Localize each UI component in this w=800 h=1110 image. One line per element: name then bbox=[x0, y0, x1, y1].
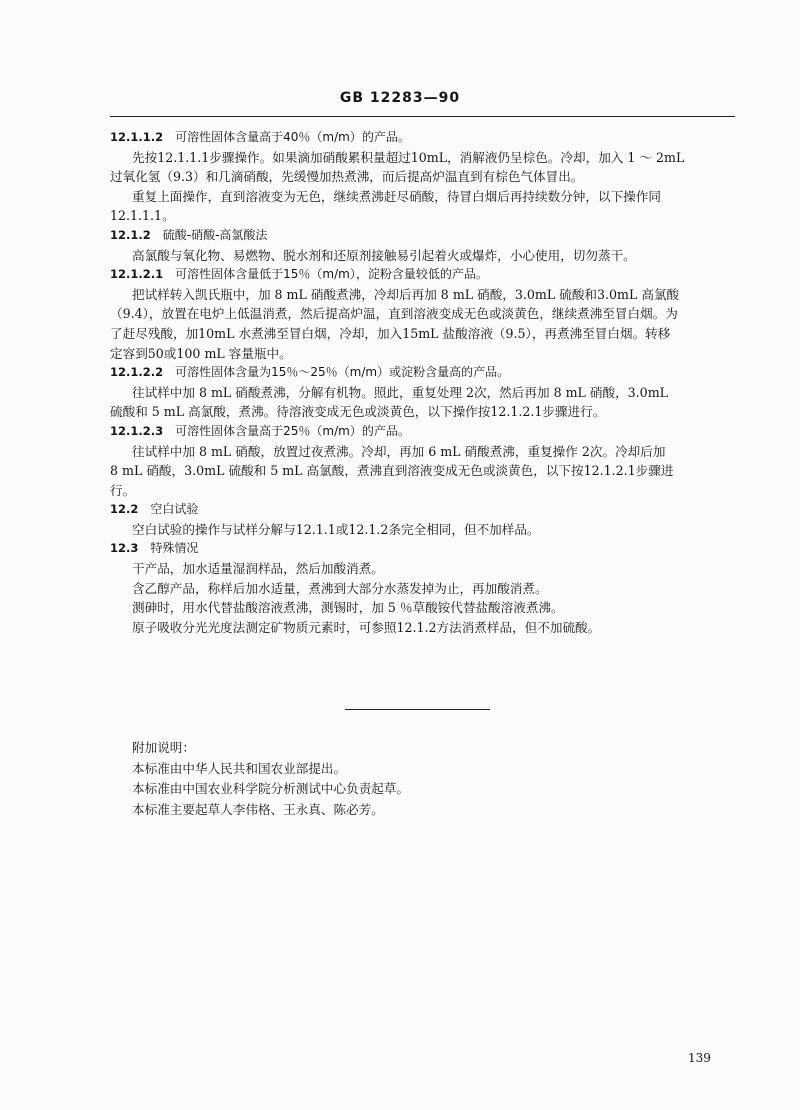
section-title: 可溶性固体含量为15％～25％（m/m）或淀粉含量高的产品。 bbox=[175, 365, 510, 380]
section-heading bbox=[110, 128, 735, 148]
section-title: 硫酸-硝酸-高氯酸法 bbox=[162, 227, 268, 242]
paragraph-line: 硫酸和 5 mL 高氯酸，煮沸。待溶液变成无色或淡黄色，以下操作按12.1.2.1步骤进行。 bbox=[110, 404, 606, 420]
paragraph-line: 把试样转入凯氏瓶中，加 8 mL 硝酸煮沸，冷却后再加 8 mL 硝酸，3.0mL 硫酸和3.0mL 高氯酸 bbox=[132, 286, 680, 302]
body-text bbox=[110, 128, 735, 637]
paragraph-line: 定容到50或100 mL 容量瓶中。 bbox=[110, 345, 292, 361]
section-title: 可溶性固体含量低于15％（m/m），淀粉含量较低的产品。 bbox=[175, 267, 488, 282]
paragraph-line: 干产品，加水适量湿润样品，然后加酸消煮。 bbox=[132, 561, 384, 577]
paragraph-line: 测砷时，用水代替盐酸溶液煮沸，测锡时，加 5 ％草酸铵代替盐酸溶液煮沸。 bbox=[132, 600, 564, 616]
paragraph-line: 8 mL 硝酸，3.0mL 硫酸和 5 mL 高氯酸，煮沸直到溶液变成无色或淡黄色，以下按12.1.2.1步骤进 bbox=[110, 463, 674, 479]
section-title: 可溶性固体含量高于25％（m/m）的产品。 bbox=[175, 423, 410, 438]
additional-notes bbox=[132, 738, 632, 820]
section-number: 12.1.2 bbox=[110, 227, 151, 242]
section-heading bbox=[110, 539, 735, 559]
section-title: 特殊情况 bbox=[150, 541, 199, 556]
section-heading bbox=[110, 265, 735, 285]
paragraph-line: 过氧化氢（9.3）和几滴硝酸，先缓慢加热煮沸，而后提高炉温直到有棕色气体冒出。 bbox=[110, 169, 584, 185]
paragraph-line: 含乙醇产品，称样后加水适量，煮沸到大部分水蒸发掉为止，再加酸消煮。 bbox=[132, 580, 548, 596]
notes-line: 本标准由中华人民共和国农业部提出。 bbox=[132, 760, 347, 776]
paragraph-line: 12.1.1.1。 bbox=[110, 208, 175, 224]
header-rule bbox=[110, 116, 735, 117]
section-title: 空白试验 bbox=[150, 502, 199, 517]
section-number: 12.2 bbox=[110, 502, 139, 517]
standard-header: GB 12283—90 bbox=[339, 90, 461, 106]
paragraph-line: 了赶尽残酸，加10mL 水煮沸至冒白烟，冷却，加入15mL 盐酸溶液（9.5），再煮沸至冒白烟。转移 bbox=[110, 325, 671, 341]
section-number: 12.1.1.2 bbox=[110, 130, 164, 144]
paragraph-line: 空白试验的操作与试样分解与12.1.1或12.1.2条完全相同，但不加样品。 bbox=[132, 521, 540, 537]
section-number: 12.1.2.1 bbox=[110, 267, 164, 282]
section-number: 12.1.2.3 bbox=[110, 423, 164, 438]
notes-line: 本标准主要起草人李伟格、王永真、陈必芳。 bbox=[132, 801, 384, 817]
paragraph-line: 先按12.1.1.1步骤操作。如果滴加硝酸累积量超过10mL，消解液仍呈棕色。冷却，加入 1 ～ 2mL bbox=[132, 149, 685, 165]
section-divider bbox=[345, 709, 490, 710]
paragraph-line: 往试样中加 8 mL 硝酸，放置过夜煮沸。冷却，再加 6 mL 硝酸煮沸，重复操作 2次。冷却后加 bbox=[132, 443, 666, 459]
section-heading bbox=[110, 363, 735, 383]
section-number: 12.3 bbox=[110, 541, 139, 556]
paragraph-line: 行。 bbox=[110, 482, 136, 498]
section-heading bbox=[110, 500, 735, 520]
paragraph-line: 重复上面操作，直到溶液变为无色，继续煮沸赶尽硝酸，待冒白烟后再持续数分钟，以下操作同 bbox=[132, 188, 661, 204]
section-title: 可溶性固体含量高于40％（m/m）的产品。 bbox=[175, 130, 410, 144]
notes-title: 附加说明： bbox=[132, 740, 195, 755]
section-number: 12.1.2.2 bbox=[110, 365, 164, 380]
paragraph-line: 往试样中加 8 mL 硝酸煮沸，分解有机物。照此，重复处理 2次，然后再加 8 mL 硝酸，3.0mL bbox=[132, 384, 669, 400]
notes-line: 本标准由中国农业科学院分析测试中心负责起草。 bbox=[132, 781, 410, 796]
section-heading bbox=[110, 422, 735, 442]
paragraph-line: （9.4），放置在电炉上低温消煮，然后提高炉温，直到溶液变成无色或淡黄色，继续煮沸至冒白烟。为 bbox=[110, 306, 678, 322]
section-heading bbox=[110, 226, 735, 246]
page-number: 139 bbox=[688, 1051, 711, 1065]
paragraph-line: 高氯酸与氧化物、易燃物、脱水剂和还原剂接触易引起着火或爆炸，小心使用，切勿蒸干。 bbox=[132, 247, 636, 263]
paragraph-line: 原子吸收分光光度法测定矿物质元素时，可参照12.1.2方法消煮样品，但不加硫酸。 bbox=[132, 619, 601, 635]
